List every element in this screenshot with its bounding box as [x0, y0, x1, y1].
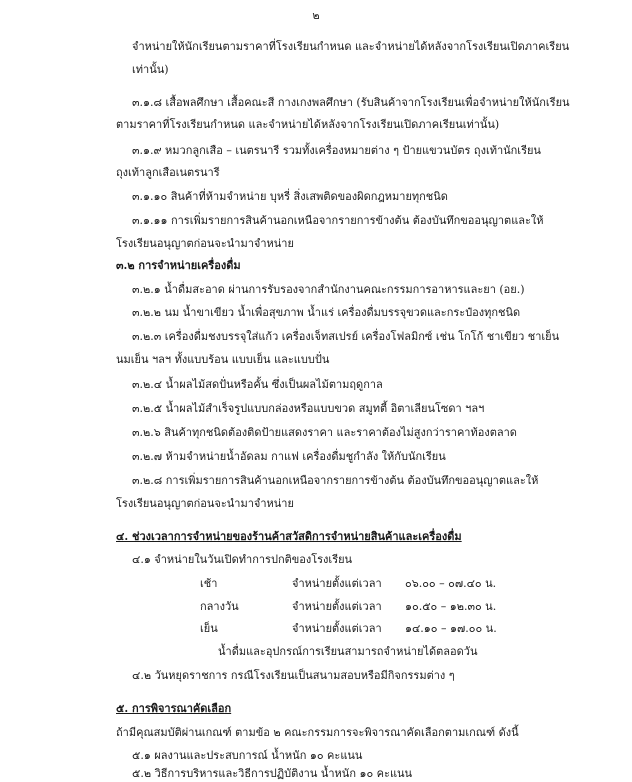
text-line: ๓.๒.๓ เครื่องดื่มชงบรรจุใส่แก้ว เครื่องเจ็ทสเปรย์ เครื่องโฟลมิกซ์ เช่น โกโก้ ชาเขียว ชาเย็น [132, 330, 560, 343]
text-line: ๓.๒.๗ ห้ามจำหน่ายน้ำอัดลม กาแฟ เครื่องดื่มชูกำลัง ให้กับนักเรียน [132, 450, 446, 463]
text-line: ๔.๒ วันหยุดราชการ กรณีโรงเรียนเป็นสนามสอบหรือมีกิจกรรมต่าง ๆ [132, 669, 455, 682]
text-line: ๓.๑.๙ หมวกลูกเสือ – เนตรนารี รวมทั้งเครื่องหมายต่าง ๆ ป้ายแขวนบัตร ถุงเท้านักเรียน [132, 144, 541, 157]
schedule-label: จำหน่ายตั้งแต่เวลา [292, 577, 382, 590]
text-line: ๓.๑.๘ เสื้อพลศึกษา เสื้อคณะสี กางเกงพลศึกษา (รับสินค้าจากโรงเรียนเพื่อจำหน่ายให้นักเรียน [132, 96, 570, 109]
schedule-time: ๑๐.๕๐ – ๑๒.๓๐ น. [405, 600, 497, 613]
text-line: น้ำดื่มและอุปกรณ์การเรียนสามารถจำหน่ายได้ตลอดวัน [218, 645, 478, 658]
text-line: ถุงเท้าลูกเสือเนตรนารี [116, 166, 220, 179]
text-line: ๕.๒ วิธีการบริหารและวิธีการปฏิบัติงาน น้ำหนัก ๑๐ คะแนน [132, 767, 413, 780]
text-line: ๓.๒.๘ การเพิ่มรายการสินค้านอกเหนือจากรายการข้างต้น ต้องบันทึกขออนุญาตและให้ [132, 474, 539, 487]
text-line: จำหน่ายให้นักเรียนตามราคาที่โรงเรียนกำหนด และจำหน่ายได้หลังจากโรงเรียนเปิดภาคเรียน [132, 40, 570, 53]
schedule-period: เช้า [200, 577, 218, 590]
page-number: ๒ [312, 9, 320, 22]
section-heading: ๕. การพิจารณาคัดเลือก [116, 702, 232, 715]
text-line: ตามราคาที่โรงเรียนกำหนด และจำหน่ายได้หลังจากโรงเรียนเปิดภาคเรียนเท่านั้น) [116, 118, 500, 131]
text-line: ถ้ามีคุณสมบัติผ่านเกณฑ์ ตามข้อ ๒ คณะกรรมการจะพิจารณาคัดเลือกตามเกณฑ์ ดังนี้ [116, 726, 519, 739]
text-line: ๓.๑.๑๐ สินค้าที่ห้ามจำหน่าย บุหรี่ สิ่งเสพติดของผิดกฎหมายทุกชนิด [132, 190, 448, 203]
text-line: ๓.๒.๑ น้ำดื่มสะอาด ผ่านการรับรองจากสำนักงานคณะกรรมการอาหารและยา (อย.) [132, 283, 525, 296]
schedule-time: ๑๔.๑๐ – ๑๗.๐๐ น. [405, 622, 497, 635]
schedule-period: เย็น [200, 622, 218, 635]
section-heading: ๓.๒ การจำหน่ายเครื่องดื่ม [116, 259, 241, 272]
text-line: โรงเรียนอนุญาตก่อนจะนำมาจำหน่าย [116, 237, 294, 250]
schedule-label: จำหน่ายตั้งแต่เวลา [292, 600, 382, 613]
schedule-label: จำหน่ายตั้งแต่เวลา [292, 622, 382, 635]
text-line: ๕.๑ ผลงานและประสบการณ์ น้ำหนัก ๑๐ คะแนน [132, 749, 363, 762]
section-heading: ๔. ช่วงเวลาการจำหน่ายของร้านค้าสวัสดิการจำหน่ายสินค้าและเครื่องดื่ม [116, 530, 462, 543]
schedule-period: กลางวัน [200, 600, 239, 613]
text-line: ๓.๒.๕ น้ำผลไม้สำเร็จรูปแบบกล่องหรือแบบขวด สมูทตี้ อิตาเลียนโซดา ฯลฯ [132, 402, 485, 415]
schedule-time: ๐๖.๐๐ – ๐๗.๔๐ น. [405, 577, 497, 590]
text-line: ๔.๑ จำหน่ายในวันเปิดทำการปกติของโรงเรียน [132, 553, 353, 566]
text-line: โรงเรียนอนุญาตก่อนจะนำมาจำหน่าย [116, 497, 294, 510]
text-line: ๓.๒.๒ นม น้ำขาเขียว น้ำเพื่อสุขภาพ น้ำแร่ เครื่องดื่มบรรจุขวดและกระป๋องทุกชนิด [132, 306, 521, 319]
text-line: เท่านั้น) [132, 63, 169, 76]
text-line: ๓.๒.๔ น้ำผลไม้สดปั่นหรือคั้น ซึ่งเป็นผลไม้ตามฤดูกาล [132, 378, 383, 391]
text-line: ๓.๒.๖ สินค้าทุกชนิดต้องติดป้ายแสดงราคา และราคาต้องไม่สูงกว่าราคาท้องตลาด [132, 426, 517, 439]
text-line: ๓.๑.๑๑ การเพิ่มรายการสินค้านอกเหนือจากรายการข้างต้น ต้องบันทึกขออนุญาตและให้ [132, 214, 544, 227]
text-line: นมเย็น ฯลฯ ทั้งแบบร้อน แบบเย็น และแบบปั่น [116, 353, 330, 366]
